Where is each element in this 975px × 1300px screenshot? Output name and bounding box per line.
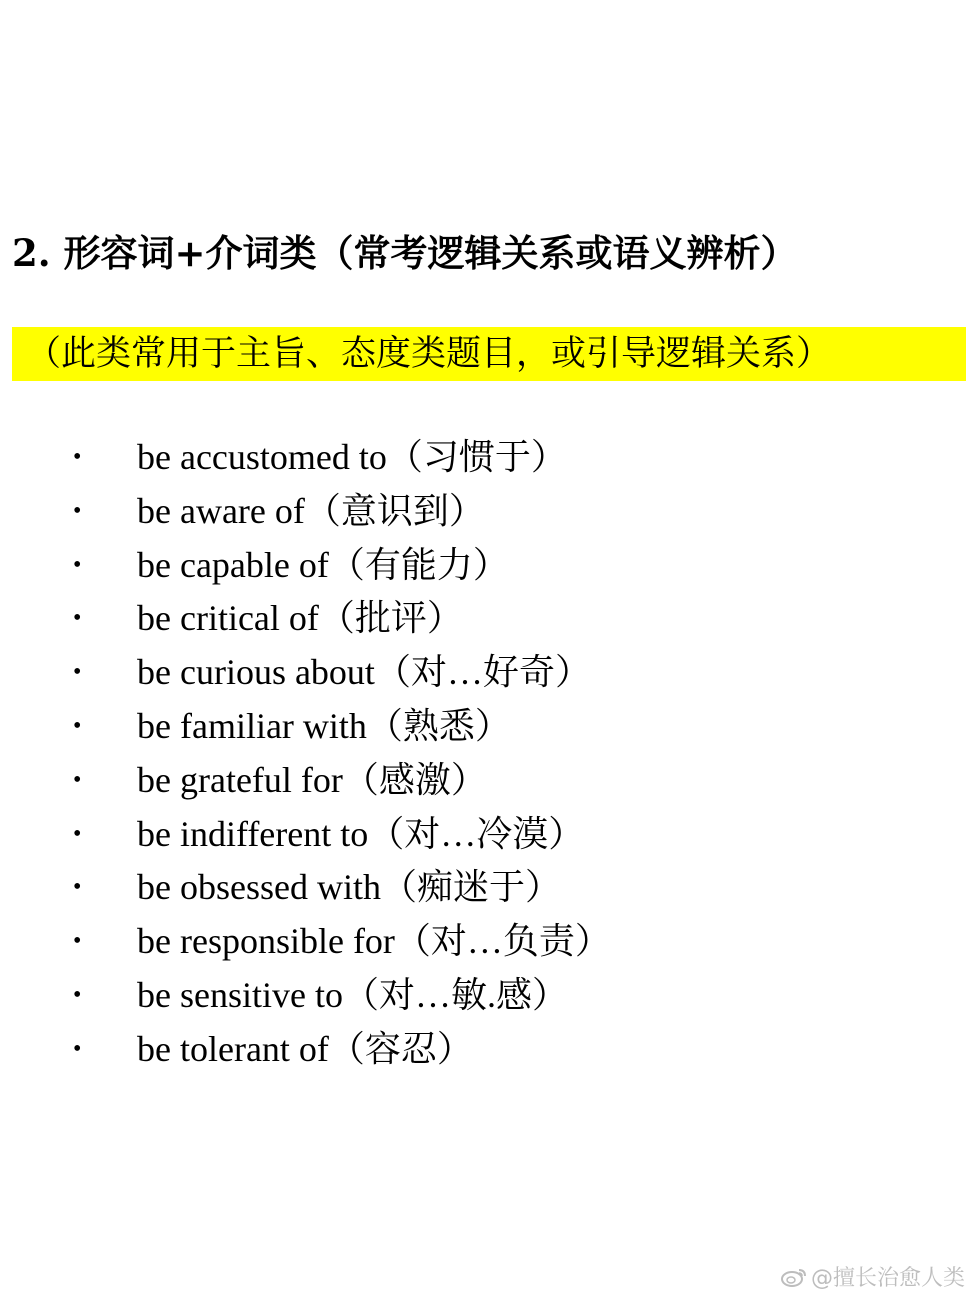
bullet: • <box>73 497 82 524</box>
section-heading: 2. 形容词+介词类（常考逻辑关系或语义辨析） <box>12 231 798 275</box>
bullet: • <box>73 766 82 793</box>
phrase-text: be capable of（有能力） <box>137 544 509 585</box>
bullet: • <box>73 605 82 632</box>
bullet: • <box>73 444 82 470</box>
bullet: • <box>73 712 82 739</box>
bullet: • <box>73 928 82 955</box>
highlighted-note: （此类常用于主旨、态度类题目，或引导逻辑关系） <box>12 327 966 381</box>
watermark <box>781 1261 965 1292</box>
phrase-text: be sensitive to（对…敏.感） <box>137 974 568 1015</box>
phrase-text: be responsible for（对…负责） <box>137 921 611 962</box>
phrase-text: be critical of（批评） <box>137 598 463 639</box>
bullet: • <box>73 551 82 578</box>
bullet: • <box>73 981 82 1008</box>
bullet: • <box>73 1035 82 1062</box>
bullet: • <box>73 820 82 847</box>
phrase-text: be grateful for（感激） <box>137 759 487 800</box>
bullet: • <box>73 659 82 686</box>
phrase-text: be tolerant of（容忍） <box>137 1028 473 1069</box>
phrase-text: be obsessed with（痴迷于） <box>137 867 561 908</box>
weibo-logo-icon <box>781 1267 807 1287</box>
phrase-text: be familiar with（熟悉） <box>137 705 511 746</box>
phrase-text: be curious about（对…好奇） <box>137 652 591 693</box>
bullet: • <box>73 874 82 901</box>
watermark-text: @擅长治愈人类 <box>810 1266 965 1291</box>
phrase-text: be accustomed to（习惯于） <box>137 437 567 477</box>
phrase-text: be indifferent to（对…冷漠） <box>137 813 585 854</box>
phrase-text: be aware of（意识到） <box>137 490 485 531</box>
